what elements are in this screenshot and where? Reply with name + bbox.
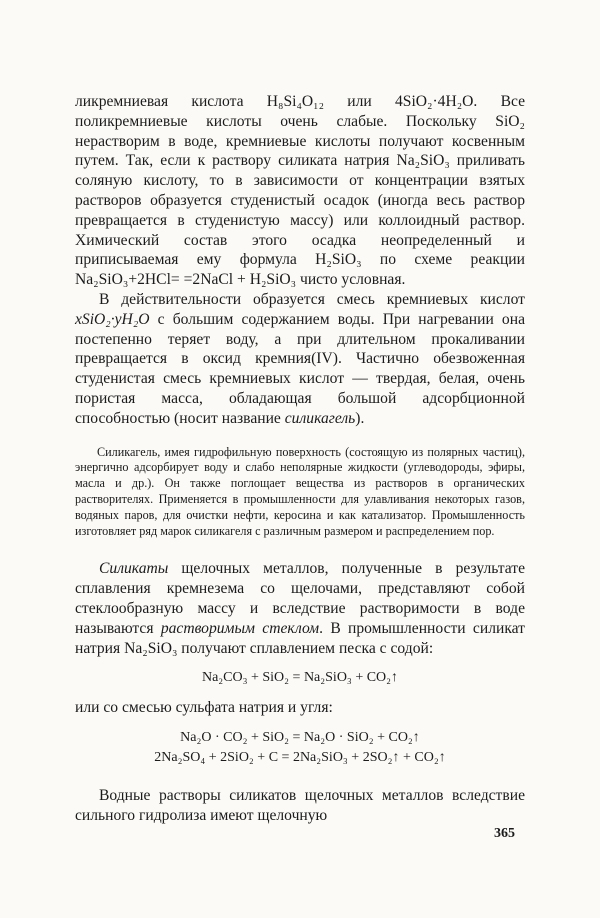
text-run: . В промышленности силикат натрия Na₂SiO₃ получают сплавлением песка с содой: [75,619,525,657]
formula-italic: xSiO₂·yH₂O [75,310,150,328]
page-number: 365 [494,826,515,841]
paragraph-polysilicic-acids: ликремниевая кислота H₈Si₄O₁₂ или 4SiO₂·4H₂O. Все поликремниевые кислоты очень слабые. Поскольку SiO₂ нерастворим в воде, кремниевые кислоты получают косвенным путем. Так, если к раствору силиката натрия Na₂SiO₃ приливать соляную кислоту, то в зависимости от концентрации взятых растворов образуется студенистый осадок (иногда весь раствор превращается в студенистую массу) или коллоидный раствор. Химический состав этого осадка неопределенный и приписываемая ему формула H₂SiO₃ по схеме реакции Na₂SiO₃+2HCl= =2NaCl + H₂SiO₃ чисто условная. [75,93,525,289]
term-soluble-glass: растворимым стеклом [160,619,320,637]
equation-block-2 [75,728,525,768]
paragraph-silica-gel-formation [75,290,525,429]
note-silica-gel: Силикагель, имея гидрофильную поверхность (состоящую из полярных частиц), энергично адсорбирует воду и слабо неполярные жидкости (углеводороды, эфиры, масла и др.). Он также поглощает вещества из растворов в органических растворителях. Применяется в промышленности для улавливания некоторых газов, водяных паров, для очистки нефти, керосина и как катализатор. Промышленность изготовляет ряд марок силикагеля с различным размером и распределением пор. [75,444,525,538]
equation: Na₂O · CO₂ + SiO₂ = Na₂O · SiO₂ + CO₂↑ [180,730,420,746]
term-silikagel: силикагель [284,409,356,427]
paragraph-soluble-glass [75,559,525,658]
paragraph-hydrolysis: Водные растворы силикатов щелочных металлов вследствие сильного гидролиза имеют щелочную [75,787,525,824]
paragraph-sulfate-lead: или со смесью сульфата натрия и угля: [75,699,333,717]
text-run: ). [355,409,365,427]
text-run: с большим содержанием воды. При нагревании она постепенно теряет воду, а при длительном прокаливании превращается в оксид кремния(IV). Частично обезвоженная студенистая смесь кремниевых кислот — твердая, белая, очень пористая масса, обладающая большой адсорбционной способностью (носит название [75,310,525,427]
equation: Na₂CO₃ + SiO₂ = Na₂SiO₃ + CO₂↑ [201,670,399,686]
equation-block-1 [75,668,525,688]
text-run: щелочных металлов, полученные в результате сплавления кремнезема со щелочами, представляют собой стеклообразную массу и вследствие растворимости в воде называются [75,560,525,637]
equation: 2Na₂SO₄ + 2SiO₂ + C = 2Na₂SiO₃ + 2SO₂↑ + CO₂↑ [154,750,446,766]
page-body [75,92,525,826]
text-run: В действительности образуется смесь кремниевых кислот [99,290,525,308]
term-silicates: Силикаты [99,560,169,578]
